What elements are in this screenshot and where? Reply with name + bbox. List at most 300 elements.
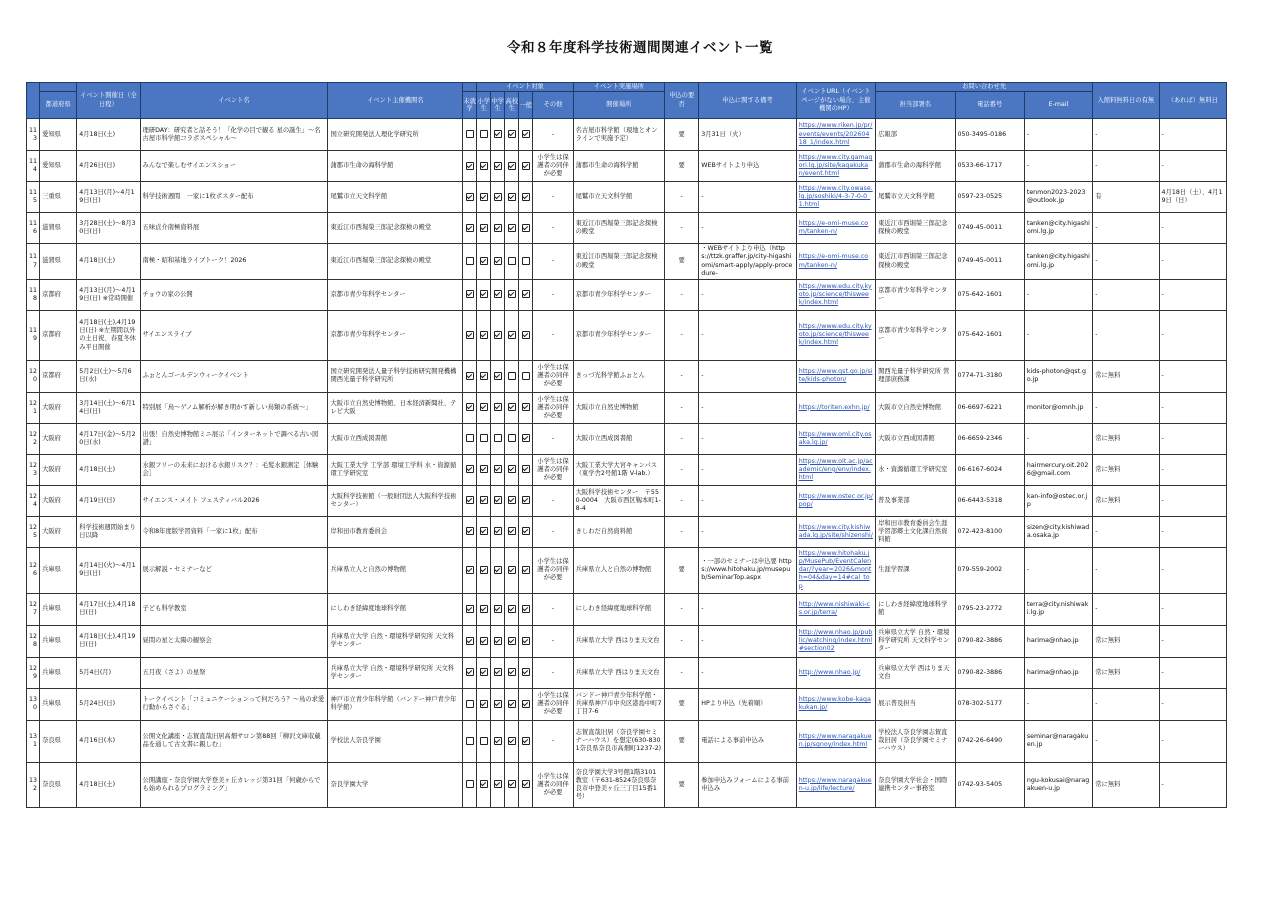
- target-high-school-cell: [505, 454, 519, 485]
- checked-checkbox-icon[interactable]: [466, 668, 474, 676]
- unchecked-checkbox-icon[interactable]: [494, 434, 502, 442]
- unchecked-checkbox-icon[interactable]: [480, 130, 488, 138]
- url-cell: [796, 485, 875, 516]
- url-cell: [796, 593, 875, 625]
- checked-checkbox-icon[interactable]: [494, 496, 502, 504]
- venue-cell: 大阪市立自然史博物館: [573, 392, 664, 423]
- checked-checkbox-icon[interactable]: [508, 403, 516, 411]
- table-row: [27, 688, 1227, 720]
- checked-checkbox-icon[interactable]: [480, 465, 488, 473]
- checked-checkbox-icon[interactable]: [508, 668, 516, 676]
- venue-cell: 東近江市西堀榮三郎記念探検の殿堂: [573, 244, 664, 280]
- organizer-cell: 京都市青少年科学センター: [328, 310, 463, 360]
- event-name-cell: 理研DAY：研究者と話そう！「化学の目で観る 星の誕生」～名古屋市科学館コラボスペシャル～: [140, 119, 328, 151]
- checked-checkbox-icon[interactable]: [508, 780, 516, 788]
- table-row: [27, 310, 1227, 360]
- prefecture-cell: 滋賀県: [40, 213, 77, 244]
- event-url-link[interactable]: https://www.city.gamagori.lg.jp/site/kagakukan/event.html: [798, 153, 873, 178]
- department-cell: 水・資源循環工学研究室: [876, 454, 955, 485]
- checked-checkbox-icon[interactable]: [522, 637, 530, 645]
- table-body: [27, 119, 1227, 808]
- checked-checkbox-icon[interactable]: [480, 668, 488, 676]
- checked-checkbox-icon[interactable]: [508, 496, 516, 504]
- checked-checkbox-icon[interactable]: [522, 130, 530, 138]
- checked-checkbox-icon[interactable]: [494, 193, 502, 201]
- free-admission-cell: -: [1093, 593, 1159, 625]
- header-elementary: 小学生: [477, 92, 491, 119]
- target-preschool-cell: [463, 593, 477, 625]
- venue-cell: きしわだ自然資料館: [573, 516, 664, 547]
- table-row: [27, 423, 1227, 454]
- checked-checkbox-icon[interactable]: [494, 737, 502, 745]
- email-cell: hairmercury.oit.2026@gmail.com: [1024, 454, 1092, 485]
- event-url-link[interactable]: https://www.edu.city.kyoto.jp/science/thisweek/index.html: [798, 323, 872, 347]
- url-cell: [796, 625, 875, 657]
- other-target-cell: 小学生は保護者の同伴が必要: [533, 688, 573, 720]
- table-row: [27, 244, 1227, 280]
- free-admission-cell: -: [1093, 516, 1159, 547]
- row-number: 127: [27, 593, 40, 625]
- checked-checkbox-icon[interactable]: [480, 257, 488, 265]
- unchecked-checkbox-icon[interactable]: [508, 434, 516, 442]
- phone-cell: 06-6659-2346: [955, 423, 1024, 454]
- free-day-cell: -: [1159, 392, 1226, 423]
- target-elementary-cell: [477, 310, 491, 360]
- checked-checkbox-icon[interactable]: [494, 527, 502, 535]
- header-department: 担当部署名: [876, 92, 955, 119]
- target-high-school-cell: [505, 279, 519, 310]
- table-row: [27, 762, 1227, 807]
- target-high-school-cell: [505, 625, 519, 657]
- event-table: [26, 82, 1227, 808]
- venue-cell: きっづ光科学館ふぉとん: [573, 360, 664, 392]
- phone-cell: 0790-82-3886: [955, 657, 1024, 688]
- target-general-cell: [519, 593, 533, 625]
- checked-checkbox-icon[interactable]: [494, 700, 502, 708]
- checked-checkbox-icon[interactable]: [480, 403, 488, 411]
- department-cell: 兵庫県立大学 自然・環境科学研究所 天文科学センター: [876, 625, 955, 657]
- organizer-cell: 京都市青少年科学センター: [328, 279, 463, 310]
- free-admission-cell: -: [1093, 244, 1159, 280]
- checked-checkbox-icon[interactable]: [466, 224, 474, 232]
- event-url-link[interactable]: http://www.nishiwaki-cs.or.jp/terra/: [798, 601, 870, 617]
- header-group-target: イベント対象: [477, 83, 573, 92]
- url-cell: [796, 310, 875, 360]
- checked-checkbox-icon[interactable]: [522, 434, 530, 442]
- row-number: 122: [27, 423, 40, 454]
- unchecked-checkbox-icon[interactable]: [466, 130, 474, 138]
- checked-checkbox-icon[interactable]: [508, 637, 516, 645]
- table-row: [27, 182, 1227, 213]
- event-url-link[interactable]: https://www.city.owase.lg.jp/soshiki/4-3-7-0-0_1.html: [798, 184, 873, 209]
- target-junior-high-cell: [491, 547, 505, 593]
- application-required-cell: -: [665, 516, 699, 547]
- unchecked-checkbox-icon[interactable]: [466, 700, 474, 708]
- header-group-contact: お問い合わせ先: [876, 83, 1093, 92]
- checked-checkbox-icon[interactable]: [522, 403, 530, 411]
- url-cell: [796, 360, 875, 392]
- other-target-cell: -: [533, 279, 573, 310]
- email-cell: -: [1024, 119, 1092, 151]
- target-high-school-cell: [505, 516, 519, 547]
- target-general-cell: [519, 151, 533, 182]
- email-cell: harima@nhao.jp: [1024, 657, 1092, 688]
- checked-checkbox-icon[interactable]: [494, 372, 502, 380]
- venue-cell: 大阪市立西成図書館: [573, 423, 664, 454]
- checked-checkbox-icon[interactable]: [508, 193, 516, 201]
- department-cell: 展示普及担当: [876, 688, 955, 720]
- organizer-cell: 奈良学園大学: [328, 762, 463, 807]
- checked-checkbox-icon[interactable]: [466, 331, 474, 339]
- checked-checkbox-icon[interactable]: [466, 372, 474, 380]
- event-url-link[interactable]: https://www.city.kishiwada.lg.jp/site/shizenshi/: [798, 523, 873, 539]
- email-cell: seminar@naragakuen.jp: [1024, 720, 1092, 762]
- target-high-school-cell: [505, 392, 519, 423]
- target-elementary-cell: [477, 151, 491, 182]
- date-cell: 5月24日(日): [77, 688, 140, 720]
- checked-checkbox-icon[interactable]: [480, 527, 488, 535]
- checked-checkbox-icon[interactable]: [466, 605, 474, 613]
- email-cell: -: [1024, 151, 1092, 182]
- free-admission-cell: -: [1093, 119, 1159, 151]
- checked-checkbox-icon[interactable]: [522, 224, 530, 232]
- other-target-cell: -: [533, 119, 573, 151]
- application-notes-cell: -: [699, 593, 796, 625]
- application-required-cell: 要: [665, 547, 699, 593]
- venue-cell: 兵庫県立人と自然の博物館: [573, 547, 664, 593]
- phone-cell: 075-642-1601: [955, 279, 1024, 310]
- other-target-cell: -: [533, 720, 573, 762]
- checked-checkbox-icon[interactable]: [522, 331, 530, 339]
- email-cell: terra@city.nishiwaki.lg.jp: [1024, 593, 1092, 625]
- event-name-cell: 科学技術週間 一家に1枚ポスター配布: [140, 182, 328, 213]
- event-url-link[interactable]: https://www.qst.go.jp/site/kids-photon/: [798, 368, 873, 384]
- target-elementary-cell: [477, 485, 491, 516]
- unchecked-checkbox-icon[interactable]: [522, 372, 530, 380]
- application-notes-cell: HPより申込（先着順）: [699, 688, 796, 720]
- checked-checkbox-icon[interactable]: [494, 162, 502, 170]
- checked-checkbox-icon[interactable]: [522, 193, 530, 201]
- checked-checkbox-icon[interactable]: [508, 290, 516, 298]
- phone-cell: 06-6167-6024: [955, 454, 1024, 485]
- checked-checkbox-icon[interactable]: [508, 162, 516, 170]
- free-day-cell: -: [1159, 625, 1226, 657]
- checked-checkbox-icon[interactable]: [522, 700, 530, 708]
- event-name-cell: サイエンスライブ: [140, 310, 328, 360]
- event-url-link[interactable]: https://www.naragakuen.jp/sgnoy/index.html: [798, 733, 872, 749]
- checked-checkbox-icon[interactable]: [480, 605, 488, 613]
- target-preschool-cell: [463, 360, 477, 392]
- table-row: [27, 454, 1227, 485]
- target-elementary-cell: [477, 454, 491, 485]
- venue-cell: バンドー神戸青少年科学館・兵庫県神戸市中央区港島中町7丁目7-6: [573, 688, 664, 720]
- event-name-cell: トークイベント「コミュニケーションって何だろう？～鳥の求愛行動からさぐる」: [140, 688, 328, 720]
- checked-checkbox-icon[interactable]: [466, 637, 474, 645]
- event-url-link[interactable]: https://www.kobe-kagakukan.jp/: [798, 696, 871, 712]
- url-cell: [796, 547, 875, 593]
- checked-checkbox-icon[interactable]: [508, 130, 516, 138]
- email-cell: tanken@city.higashiomi.lg.jp: [1024, 244, 1092, 280]
- email-cell: kids-photon@qst.go.jp: [1024, 360, 1092, 392]
- prefecture-cell: 兵庫県: [40, 593, 77, 625]
- prefecture-cell: 愛知県: [40, 151, 77, 182]
- event-url-link[interactable]: https://e-omi-muse.com/tanken-n/: [798, 253, 869, 269]
- row-number: 131: [27, 720, 40, 762]
- checked-checkbox-icon[interactable]: [494, 257, 502, 265]
- event-url-link[interactable]: https://www.riken.jp/pr/events/events/20260418_1/index.html: [798, 122, 873, 146]
- target-general-cell: [519, 688, 533, 720]
- target-high-school-cell: [505, 244, 519, 280]
- unchecked-checkbox-icon[interactable]: [466, 257, 474, 265]
- url-cell: [796, 516, 875, 547]
- checked-checkbox-icon[interactable]: [522, 780, 530, 788]
- checked-checkbox-icon[interactable]: [480, 700, 488, 708]
- checked-checkbox-icon[interactable]: [480, 193, 488, 201]
- department-cell: 奈良学園大学社会・国際連携センター事務室: [876, 762, 955, 807]
- date-cell: 4月19日(日): [77, 485, 140, 516]
- header-junior-high: 中学生: [491, 92, 505, 119]
- prefecture-cell: 兵庫県: [40, 547, 77, 593]
- row-number: 132: [27, 762, 40, 807]
- checked-checkbox-icon[interactable]: [480, 331, 488, 339]
- checked-checkbox-icon[interactable]: [522, 496, 530, 504]
- target-general-cell: [519, 762, 533, 807]
- checked-checkbox-icon[interactable]: [480, 372, 488, 380]
- checked-checkbox-icon[interactable]: [466, 290, 474, 298]
- other-target-cell: 小学生は保護者の同伴が必要: [533, 547, 573, 593]
- url-cell: [796, 244, 875, 280]
- target-junior-high-cell: [491, 423, 505, 454]
- row-number: 123: [27, 454, 40, 485]
- checked-checkbox-icon[interactable]: [522, 737, 530, 745]
- other-target-cell: -: [533, 657, 573, 688]
- department-cell: 大阪市立西成図書館: [876, 423, 955, 454]
- event-url-link[interactable]: https://www.ostec.or.jp/pop/: [798, 492, 873, 508]
- date-cell: 4月17日(金)～5月20日(水): [77, 423, 140, 454]
- free-admission-cell: 常に無料: [1093, 625, 1159, 657]
- unchecked-checkbox-icon[interactable]: [480, 737, 488, 745]
- department-cell: 蒲郡市生命の海科学館: [876, 151, 955, 182]
- prefecture-cell: 大阪府: [40, 454, 77, 485]
- event-name-cell: 南極・昭和基地ライブトーク！2026: [140, 244, 328, 280]
- target-high-school-cell: [505, 720, 519, 762]
- email-cell: tenmon2023-2023@outlook.jp: [1024, 182, 1092, 213]
- header-prefecture: 都道府県: [40, 92, 77, 119]
- free-admission-cell: 常に無料: [1093, 454, 1159, 485]
- checked-checkbox-icon[interactable]: [522, 605, 530, 613]
- date-cell: 4月13日(月)～4月19日(日) ※常時開催: [77, 279, 140, 310]
- unchecked-checkbox-icon[interactable]: [466, 434, 474, 442]
- checked-checkbox-icon[interactable]: [480, 290, 488, 298]
- checked-checkbox-icon[interactable]: [522, 668, 530, 676]
- checked-checkbox-icon[interactable]: [494, 668, 502, 676]
- header-group-place: イベント実施場所: [573, 83, 664, 92]
- target-general-cell: [519, 310, 533, 360]
- unchecked-checkbox-icon[interactable]: [480, 434, 488, 442]
- application-required-cell: 要: [665, 244, 699, 280]
- prefecture-cell: 兵庫県: [40, 625, 77, 657]
- phone-cell: 0790-82-3886: [955, 625, 1024, 657]
- unchecked-checkbox-icon[interactable]: [466, 780, 474, 788]
- checked-checkbox-icon[interactable]: [494, 465, 502, 473]
- event-url-link[interactable]: http://www.nhao.jp/public/watching/index.html#section02: [798, 629, 873, 653]
- event-url-link[interactable]: https://www.hitohaku.jp/MusePub/EventCalendar/?year=2026&month=04&day=14#cal_top: [798, 549, 872, 590]
- checked-checkbox-icon[interactable]: [466, 193, 474, 201]
- checked-checkbox-icon[interactable]: [466, 496, 474, 504]
- application-notes-cell: -: [699, 310, 796, 360]
- row-number: 116: [27, 213, 40, 244]
- checked-checkbox-icon[interactable]: [494, 780, 502, 788]
- organizer-cell: 大阪市立自然史博物館、日本経済新聞社、テレビ大阪: [328, 392, 463, 423]
- unchecked-checkbox-icon[interactable]: [508, 372, 516, 380]
- department-cell: 京都市青少年科学センター: [876, 279, 955, 310]
- free-day-cell: -: [1159, 423, 1226, 454]
- application-required-cell: -: [665, 310, 699, 360]
- checked-checkbox-icon[interactable]: [480, 496, 488, 504]
- header-venue: 開催場所: [573, 92, 664, 119]
- row-number: 114: [27, 151, 40, 182]
- target-junior-high-cell: [491, 516, 505, 547]
- checked-checkbox-icon[interactable]: [508, 224, 516, 232]
- checked-checkbox-icon[interactable]: [508, 331, 516, 339]
- unchecked-checkbox-icon[interactable]: [466, 737, 474, 745]
- checked-checkbox-icon[interactable]: [494, 566, 502, 574]
- event-url-link[interactable]: https://e-omi-muse.com/tanken-n/: [798, 220, 869, 236]
- target-general-cell: [519, 720, 533, 762]
- checked-checkbox-icon[interactable]: [480, 566, 488, 574]
- prefecture-cell: 大阪府: [40, 516, 77, 547]
- phone-cell: 0742-26-6490: [955, 720, 1024, 762]
- other-target-cell: 小学生は保護者の同伴が必要: [533, 360, 573, 392]
- checked-checkbox-icon[interactable]: [508, 737, 516, 745]
- checked-checkbox-icon[interactable]: [508, 465, 516, 473]
- target-high-school-cell: [505, 593, 519, 625]
- event-url-link[interactable]: https://www.oit.ac.jp/academic/eng/env/index.html: [798, 457, 873, 481]
- other-target-cell: 小学生は保護者の同伴が必要: [533, 151, 573, 182]
- row-number: 125: [27, 516, 40, 547]
- application-notes-cell: -: [699, 454, 796, 485]
- event-url-link[interactable]: https://www.edu.city.kyoto.jp/science/thisweek/index.html: [798, 282, 872, 306]
- target-preschool-cell: [463, 516, 477, 547]
- free-admission-cell: 常に無料: [1093, 762, 1159, 807]
- other-target-cell: -: [533, 516, 573, 547]
- event-name-cell: 令和8年度版学習資料「一家に1枚」配布: [140, 516, 328, 547]
- checked-checkbox-icon[interactable]: [494, 605, 502, 613]
- organizer-cell: 大阪市立西成図書館: [328, 423, 463, 454]
- checked-checkbox-icon[interactable]: [508, 527, 516, 535]
- checked-checkbox-icon[interactable]: [494, 331, 502, 339]
- event-url-link[interactable]: https://toriten.exhn.jp/: [798, 403, 870, 411]
- target-junior-high-cell: [491, 593, 505, 625]
- event-name-cell: 公開文化講座・志賀直哉旧居高畑サロン第88回「柳沢文庫収蔵品を通して古文書に親しむ」: [140, 720, 328, 762]
- target-general-cell: [519, 182, 533, 213]
- url-cell: [796, 454, 875, 485]
- application-notes-cell: -: [699, 657, 796, 688]
- target-junior-high-cell: [491, 657, 505, 688]
- event-name-cell: ふぉとんゴールデンウィークイベント: [140, 360, 328, 392]
- checked-checkbox-icon[interactable]: [508, 605, 516, 613]
- organizer-cell: 東近江市西堀榮三郎記念探検の殿堂: [328, 244, 463, 280]
- table-row: [27, 360, 1227, 392]
- row-number: 129: [27, 657, 40, 688]
- checked-checkbox-icon[interactable]: [466, 465, 474, 473]
- free-day-cell: -: [1159, 485, 1226, 516]
- event-url-link[interactable]: http://www.nhao.jp/: [798, 668, 861, 676]
- checked-checkbox-icon[interactable]: [494, 637, 502, 645]
- venue-cell: 奈良学園大学3号館1階3101教室（〒631-8524奈良県奈良市中登美ヶ丘三丁目15番1号）: [573, 762, 664, 807]
- checked-checkbox-icon[interactable]: [494, 224, 502, 232]
- event-name-cell: 昼間の星と太陽の観察会: [140, 625, 328, 657]
- prefecture-cell: 奈良県: [40, 762, 77, 807]
- event-url-link[interactable]: https://www.oml.city.osaka.lg.jp/: [798, 430, 872, 446]
- target-preschool-cell: [463, 182, 477, 213]
- phone-cell: 079-559-2002: [955, 547, 1024, 593]
- checked-checkbox-icon[interactable]: [466, 403, 474, 411]
- date-cell: 4月18日(土),4月19日(日) ※左期間以外の土日祝、春夏冬休み平日開催: [77, 310, 140, 360]
- checked-checkbox-icon[interactable]: [480, 780, 488, 788]
- checked-checkbox-icon[interactable]: [508, 700, 516, 708]
- checked-checkbox-icon[interactable]: [522, 566, 530, 574]
- free-admission-cell: -: [1093, 151, 1159, 182]
- target-junior-high-cell: [491, 119, 505, 151]
- event-name-cell: 特別展「鳥～ゲノム解析が解き明かす新しい鳥類の系統～」: [140, 392, 328, 423]
- prefecture-cell: 大阪府: [40, 392, 77, 423]
- unchecked-checkbox-icon[interactable]: [522, 257, 530, 265]
- checked-checkbox-icon[interactable]: [494, 403, 502, 411]
- phone-cell: 06-6443-5318: [955, 485, 1024, 516]
- checked-checkbox-icon[interactable]: [508, 566, 516, 574]
- checked-checkbox-icon[interactable]: [522, 527, 530, 535]
- target-preschool-cell: [463, 213, 477, 244]
- email-cell: -: [1024, 310, 1092, 360]
- checked-checkbox-icon[interactable]: [522, 465, 530, 473]
- checked-checkbox-icon[interactable]: [466, 527, 474, 535]
- checked-checkbox-icon[interactable]: [466, 566, 474, 574]
- event-name-cell: 出張！自然史博物館ミニ展示「インターネットで調べる古い図譜」: [140, 423, 328, 454]
- page-title: 令和８年度科学技術週間関連イベント一覧: [507, 40, 773, 56]
- target-junior-high-cell: [491, 182, 505, 213]
- venue-cell: 兵庫県立大学 西はりま天文台: [573, 625, 664, 657]
- target-junior-high-cell: [491, 688, 505, 720]
- phone-cell: 0597-23-0525: [955, 182, 1024, 213]
- table-row: [27, 119, 1227, 151]
- table-row: [27, 625, 1227, 657]
- free-admission-cell: -: [1093, 392, 1159, 423]
- target-elementary-cell: [477, 392, 491, 423]
- checked-checkbox-icon[interactable]: [522, 162, 530, 170]
- header-blank: [40, 83, 77, 92]
- checked-checkbox-icon[interactable]: [480, 224, 488, 232]
- application-notes-cell: -: [699, 516, 796, 547]
- application-notes-cell: -: [699, 182, 796, 213]
- checked-checkbox-icon[interactable]: [494, 290, 502, 298]
- organizer-cell: 尾鷲市立天文科学館: [328, 182, 463, 213]
- url-cell: [796, 657, 875, 688]
- other-target-cell: 小学生は保護者の同伴が必要: [533, 762, 573, 807]
- free-admission-cell: -: [1093, 310, 1159, 360]
- checked-checkbox-icon[interactable]: [480, 162, 488, 170]
- url-cell: [796, 182, 875, 213]
- checked-checkbox-icon[interactable]: [466, 162, 474, 170]
- venue-cell: 大阪工業大学大宮キャンパス（東学舎2号館1階 V-lab.）: [573, 454, 664, 485]
- checked-checkbox-icon[interactable]: [494, 130, 502, 138]
- unchecked-checkbox-icon[interactable]: [508, 257, 516, 265]
- row-number: 124: [27, 485, 40, 516]
- checked-checkbox-icon[interactable]: [480, 637, 488, 645]
- free-day-cell: 4月18日（土）、4月19日（日）: [1159, 182, 1226, 213]
- checked-checkbox-icon[interactable]: [522, 290, 530, 298]
- event-url-link[interactable]: https://www.naragakuen-u.jp/life/lecture/: [798, 776, 872, 792]
